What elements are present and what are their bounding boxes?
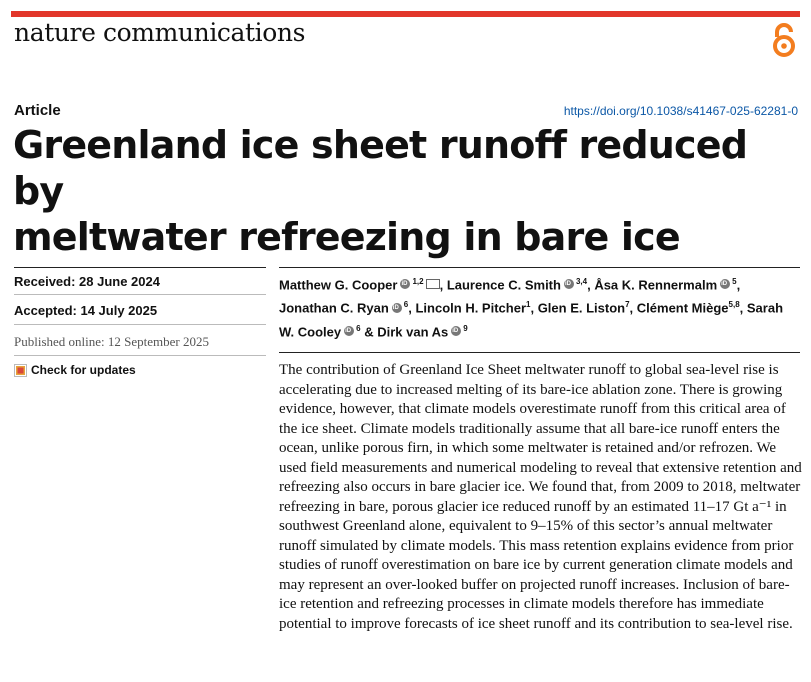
journal-name[interactable]: nature communications — [14, 18, 306, 47]
author-name[interactable]: Dirk van As — [377, 323, 449, 339]
affiliation: 9 — [463, 323, 468, 333]
orcid-icon[interactable] — [400, 279, 410, 289]
header-accent-bar — [11, 11, 800, 17]
divider — [14, 294, 266, 295]
check-updates-icon — [14, 364, 27, 377]
divider — [14, 324, 266, 325]
open-access-icon[interactable] — [771, 23, 797, 59]
check-updates-link[interactable] — [14, 363, 136, 377]
left-divider — [14, 267, 266, 268]
orcid-icon[interactable] — [564, 279, 574, 289]
received-date: Received: 28 June 2024 — [14, 274, 160, 289]
affiliation: 6 — [403, 300, 409, 310]
title-line-2: meltwater refreezing in bare ice — [13, 215, 680, 259]
title-line-1: Greenland ice sheet runoff reduced by — [13, 123, 748, 213]
author-name[interactable]: Jonathan C. Ryan — [279, 300, 389, 316]
author-name[interactable]: Lincoln H. Pitcher — [415, 300, 526, 316]
affiliation: 1 — [526, 300, 531, 310]
affiliation: 1,2 — [412, 277, 424, 286]
divider — [14, 355, 266, 356]
affiliation: 5 — [732, 277, 737, 286]
author-name[interactable]: Sarah W. Cooley — [279, 300, 784, 339]
author-name[interactable]: Clément Miège — [636, 300, 729, 316]
affiliation: 3,4 — [575, 277, 588, 286]
affiliation: 5,8 — [728, 300, 740, 310]
check-updates-label: Check for updates — [31, 363, 136, 377]
abstract: The contribution of Greenland Ice Sheet meltwater runoff to global sea-level rise is accelerating due to increased melting of its bare-ice ablation zone. There is growing evidence, however, that climate models overestimate runoff from this critical area of the ice sheet. Climate models traditionally assume that all bare-ice runoff enters the ocean, unlike porous firn, in which some meltwater is retained and/or refrozen. We used field measurements and numerical modeling to reveal that extensive retention and refreezing also occurs in bare glacier ice. We found that, from 2009 to 2018, meltwater refreezing in bare, porous glacier ice reduced runoff by an estimated 11–17 Gt a⁻¹ in southwest Greenland alone, equivalent to 9–15% of this sector’s annual meltwater runoff simulated by climate models. This mass retention explains evidence from prior studies of runoff overestimation on bare ice by current generation climate models and may represent an over-looked buffer on projected runoff increases. Inclusion of bare-ice retention and refreezing processes in climate models therefore has immediate potential to improve forecasts of ice sheet runoff and its contribution to sea-level rise. — [279, 362, 802, 632]
author-list: Matthew G. CooperiD $^{1,2}$ , Laurence C. SmithiD $^{3,4}$, Åsa K. RennermalmiD $^5$, Jonathan C. RyaniD $^6$, Lincoln H. Pitcher$^1$, Glen E. Liston$^7$, Clément Miège$^{5,8}$, Sarah W. CooleyiD $^6$ & Dirk van AsiD $^9$ — [279, 272, 800, 342]
right-divider — [279, 267, 800, 268]
email-icon[interactable] — [426, 279, 440, 289]
affiliation: 7 — [625, 300, 630, 310]
article-title — [13, 122, 803, 260]
affiliation: 6 — [356, 323, 361, 333]
accepted-date: Accepted: 14 July 2025 — [14, 303, 158, 318]
article-type: Article — [14, 102, 61, 119]
orcid-icon[interactable] — [344, 326, 354, 336]
author-name[interactable]: Matthew G. Cooper — [279, 277, 398, 293]
author-name[interactable]: Åsa K. Rennermalm — [594, 277, 718, 293]
author-name[interactable]: Glen E. Liston — [537, 300, 626, 316]
orcid-icon[interactable] — [720, 279, 730, 289]
orcid-icon[interactable] — [392, 303, 402, 313]
abstract-divider — [279, 352, 800, 353]
author-name[interactable]: Laurence C. Smith — [446, 277, 561, 293]
published-date: Published online: 12 September 2025 — [14, 334, 209, 349]
orcid-icon[interactable] — [451, 326, 461, 336]
doi-link[interactable]: https://doi.org/10.1038/s41467-025-62281-0 — [563, 104, 798, 118]
